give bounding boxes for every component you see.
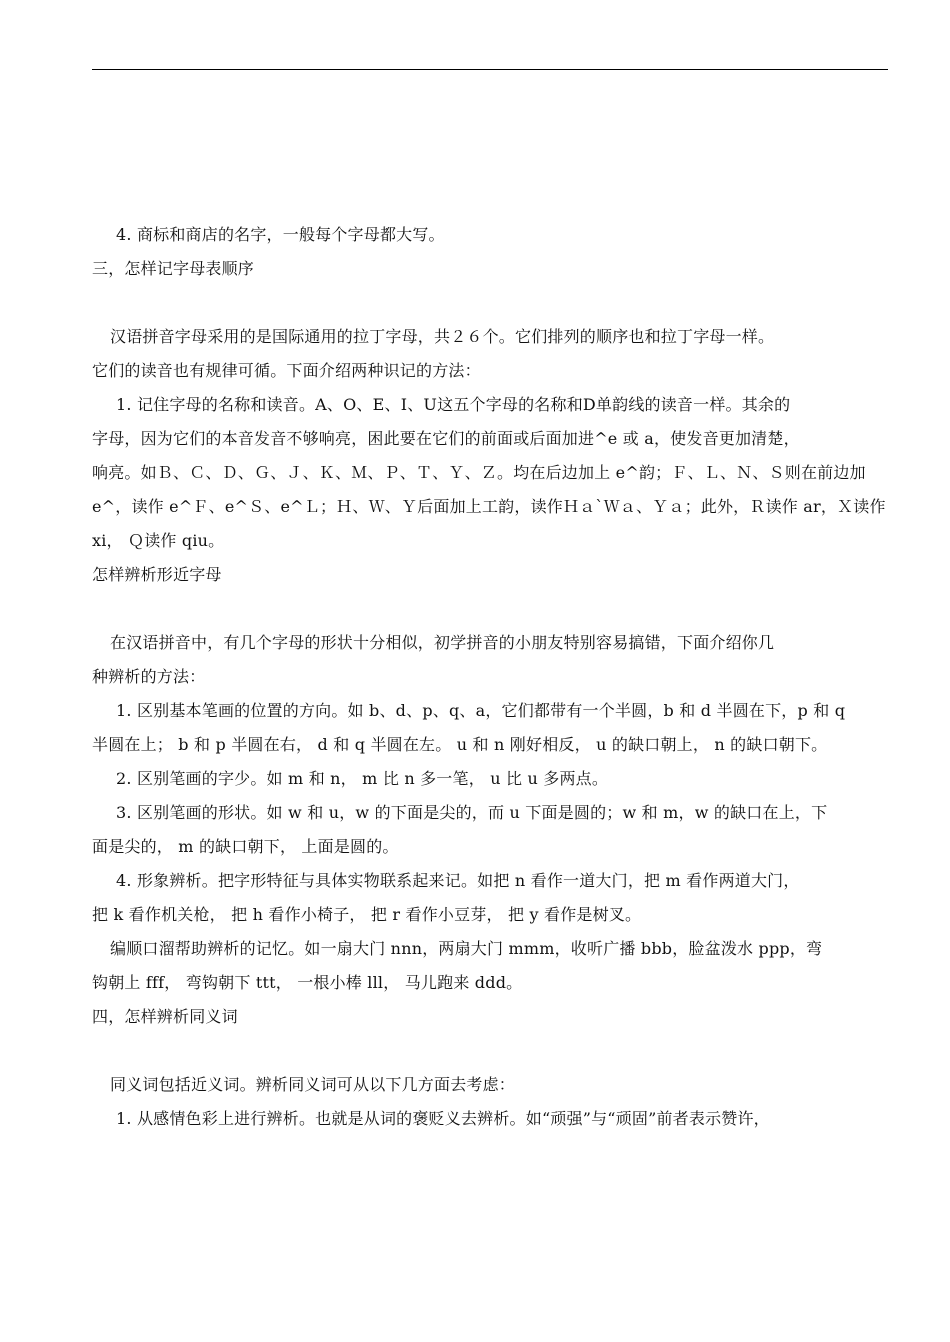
paragraph-line: 2. 区别笔画的字少。如 m 和 n， m 比 n 多一笔， u 比 u 多两点。 [116, 769, 609, 788]
paragraph-line: xi， Ｑ读作 qiu。 [92, 531, 225, 550]
paragraph-line: 响亮。如Ｂ、Ｃ、Ｄ、Ｇ、Ｊ、Ｋ、Ｍ、Ｐ、Ｔ、Ｙ、Ｚ。均在后边加上 e^韵；Ｆ、Ｌ、Ｎ、Ｓ则在前边加 [92, 463, 866, 482]
paragraph-line: 在汉语拼音中，有几个字母的形状十分相似，初学拼音的小朋友特别容易搞错，下面介绍你几 [110, 633, 775, 652]
header-rule [92, 69, 888, 70]
paragraph-line: 4. 形象辨析。把字形特征与具体实物联系起来记。如把 n 看作一道大门，把 m 看作两道大门， [116, 871, 800, 890]
paragraph-line: 1. 记住字母的名称和读音。A、O、E、I、U这五个字母的名称和D单韵线的读音一样。其余的 [116, 395, 791, 414]
paragraph-line: 面是尖的， m 的缺口朝下， 上面是圆的。 [92, 837, 399, 856]
section-heading: 三，怎样记字母表顺序 [92, 259, 255, 278]
paragraph-line: 1. 从感情色彩上进行辨析。也就是从词的褒贬义去辨析。如“顽强”与“顽固”前者表示赞许， [116, 1109, 770, 1128]
paragraph-line: e^，读作 e^Ｆ、e^Ｓ、e^Ｌ；Ｈ、Ｗ、Ｙ后面加上工韵，读作Ｈａ`Ｗａ、Ｙａ；此外，Ｒ读作 ar，Ｘ读作 [92, 497, 886, 516]
paragraph-line: 种辨析的方法： [92, 667, 206, 686]
section-heading: 四，怎样辨析同义词 [92, 1007, 238, 1026]
paragraph-line: 1. 区别基本笔画的位置的方向。如 b、d、p、q、a，它们都带有一个半圆，b 和 d 半圆在下，p 和 q [116, 701, 846, 720]
paragraph-line: 它们的读音也有规律可循。下面介绍两种识记的方法： [92, 361, 481, 380]
paragraph-line: 字母，因为它们的本音发音不够响亮，困此要在它们的前面或后面加进^e 或 a，使发音更加清楚， [92, 429, 800, 448]
paragraph-line: 半圆在上； b 和 p 半圆在右， d 和 q 半圆在左。 u 和 n 刚好相反， u 的缺口朝上， n 的缺口朝下。 [92, 735, 828, 754]
paragraph-line: 汉语拼音字母采用的是国际通用的拉丁字母，共２６个。它们排列的顺序也和拉丁字母一样。 [110, 327, 775, 346]
paragraph-line: 同义词包括近义词。辨析同义词可从以下几方面去考虑： [110, 1075, 516, 1094]
paragraph-line: 4. 商标和商店的名字，一般每个字母都大写。 [116, 225, 445, 244]
paragraph-line: 3. 区别笔画的形状。如 w 和 u，w 的下面是尖的，而 u 下面是圆的；w 和 m，w 的缺口在上，下 [116, 803, 828, 822]
section-heading: 怎样辨析形近字母 [92, 565, 222, 584]
paragraph-line: 钩朝上 fff， 弯钩朝下 ttt， 一根小棒 lll， 马儿跑来 ddd。 [92, 973, 523, 992]
paragraph-line: 把 k 看作机关枪， 把 h 看作小椅子， 把 r 看作小豆芽， 把 y 看作是树叉。 [92, 905, 642, 924]
document-body [92, 218, 892, 1136]
paragraph-line: 编顺口溜帮助辨析的记忆。如一扇大门 nnn，两扇大门 mmm，收听广播 bbb，脸盆泼水 ppp，弯 [110, 939, 823, 958]
